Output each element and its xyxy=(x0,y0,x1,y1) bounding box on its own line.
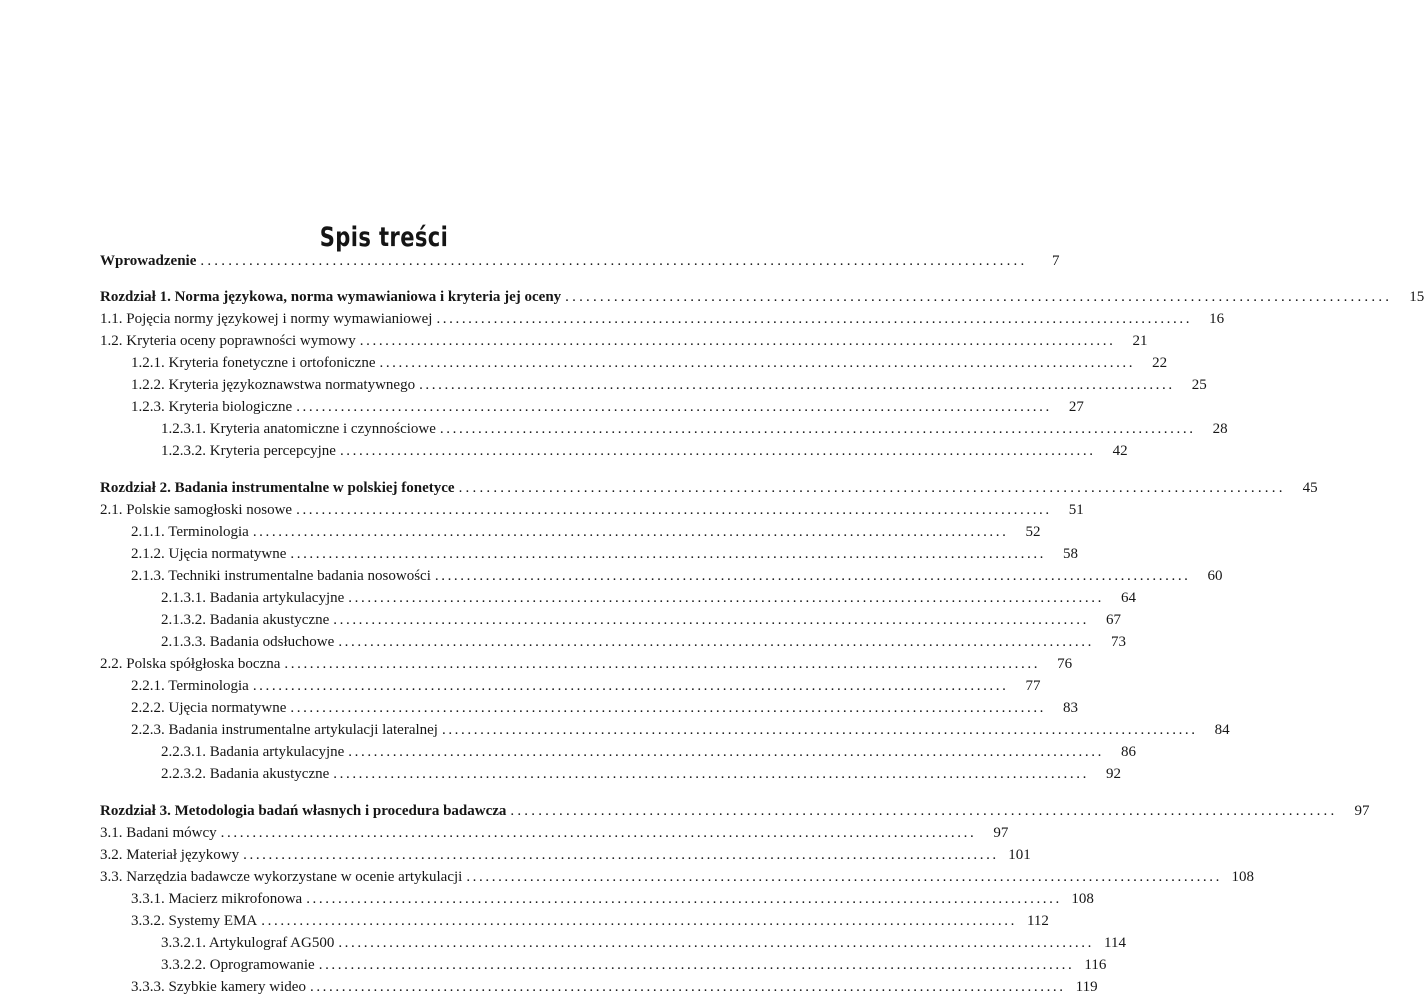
toc-page-number: 108 xyxy=(1231,869,1254,885)
toc-entry-title: Rozdział 1. Norma językowa, norma wymawianiowa i kryteria jej oceny xyxy=(100,289,562,305)
toc-page-number: 58 xyxy=(1063,546,1079,562)
dot-leader: ....................................................................................................................... xyxy=(261,913,1017,929)
toc-page-number: 84 xyxy=(1214,722,1230,738)
toc-entry xyxy=(100,609,1121,631)
toc-entry-title: 1.2.3. Kryteria biologiczne xyxy=(131,399,293,415)
toc-entry xyxy=(100,250,1060,272)
toc-entry-title: 3.3. Narzędzia badawcze wykorzystane w ocenie artykulacji xyxy=(100,869,463,885)
toc-entry xyxy=(100,631,1126,653)
dot-leader: ....................................................................................................................... xyxy=(359,333,1116,349)
toc-entry xyxy=(100,653,1073,675)
page-title: Spis treści xyxy=(319,222,449,253)
toc-entry xyxy=(100,741,1136,763)
toc-page-number: 119 xyxy=(1075,979,1098,995)
toc-entry-title: 3.3.3. Szybkie kamery wideo xyxy=(131,979,306,995)
toc-entry-title: 1.1. Pojęcia normy językowej i normy wymawianiowej xyxy=(100,311,433,327)
toc-page-number: 116 xyxy=(1084,957,1107,973)
toc-page-number: 76 xyxy=(1057,656,1073,672)
toc-entry-title: 2.2.3.2. Badania akustyczne xyxy=(161,766,330,782)
dot-leader: ....................................................................................................................... xyxy=(318,957,1075,973)
toc-entry-title: 3.3.2.2. Oprogramowanie xyxy=(161,957,315,973)
toc-entry xyxy=(100,822,1009,844)
toc-entry xyxy=(100,374,1207,396)
toc-entry xyxy=(100,499,1084,521)
toc-page-number: 42 xyxy=(1112,443,1128,459)
dot-leader: ....................................................................................................................... xyxy=(333,612,1089,628)
toc-entry xyxy=(100,888,1094,910)
toc-page-number: 51 xyxy=(1068,502,1084,518)
toc-entry-title: 2.2.2. Ujęcia normatywne xyxy=(131,700,287,716)
dot-leader: ....................................................................................................................... xyxy=(439,421,1196,437)
toc-page-number: 86 xyxy=(1120,744,1136,760)
toc-page-number: 25 xyxy=(1191,377,1207,393)
toc-entry-title: Rozdział 2. Badania instrumentalne w polskiej fonetyce xyxy=(100,480,455,496)
dot-leader: ....................................................................................................................... xyxy=(306,891,1062,907)
toc-entry xyxy=(100,866,1254,888)
toc-entry-title: Wprowadzenie xyxy=(100,253,197,269)
toc-page-number: 16 xyxy=(1209,311,1225,327)
toc-entry xyxy=(100,587,1136,609)
toc-entry-title: 3.3.2. Systemy EMA xyxy=(131,913,258,929)
dot-leader: ....................................................................................................................... xyxy=(436,311,1193,327)
toc-entry xyxy=(100,976,1098,998)
toc-entry-title: 1.2.1. Kryteria fonetyczne i ortofoniczne xyxy=(131,355,376,371)
dot-leader: ....................................................................................................................... xyxy=(339,443,1096,459)
toc-entry-title: 2.1.2. Ujęcia normatywne xyxy=(131,546,287,562)
toc-entry xyxy=(100,521,1041,543)
dot-leader: ....................................................................................................................... xyxy=(510,803,1338,819)
toc-page-number: 114 xyxy=(1104,935,1126,951)
toc-page-number: 83 xyxy=(1063,700,1079,716)
toc-page-number: 7 xyxy=(1051,253,1060,269)
toc-entry xyxy=(100,675,1041,697)
dot-leader: ....................................................................................................................... xyxy=(441,722,1198,738)
toc-entry xyxy=(100,477,1318,499)
toc-entry xyxy=(100,308,1225,330)
toc-entry-title: 3.2. Materiał językowy xyxy=(100,847,240,863)
toc-page-number: 15 xyxy=(1409,289,1424,305)
toc-page-number: 112 xyxy=(1026,913,1049,929)
dot-leader: ....................................................................................................................... xyxy=(565,289,1393,305)
toc-page-number: 97 xyxy=(1354,803,1370,819)
dot-leader: ....................................................................................................................... xyxy=(309,979,1066,995)
dot-leader: ....................................................................................................................... xyxy=(338,935,1094,951)
toc-page-number: 45 xyxy=(1302,480,1318,496)
toc-entry xyxy=(100,396,1084,418)
toc-entry-title: 2.1.1. Terminologia xyxy=(131,524,249,540)
toc-entry xyxy=(100,932,1126,954)
toc-entry-title: 2.2.3.1. Badania artykulacyjne xyxy=(161,744,345,760)
toc-page-number: 77 xyxy=(1025,678,1041,694)
toc-entry-title: 1.2.3.1. Kryteria anatomiczne i czynnościowe xyxy=(161,421,436,437)
dot-leader: ....................................................................................................................... xyxy=(434,568,1191,584)
dot-leader: ....................................................................................................................... xyxy=(296,502,1052,518)
dot-leader: ....................................................................................................................... xyxy=(220,825,977,841)
toc-page-number: 64 xyxy=(1120,590,1136,606)
toc-entry-title: 3.3.1. Macierz mikrofonowa xyxy=(131,891,303,907)
toc-entry xyxy=(100,844,1031,866)
toc-entry-title: 3.3.2.1. Artykulograf AG500 xyxy=(161,935,335,951)
toc-entry xyxy=(100,697,1079,719)
toc-page-number: 97 xyxy=(993,825,1009,841)
toc-page-number: 60 xyxy=(1207,568,1223,584)
toc-entry xyxy=(100,565,1223,587)
toc-entry-title: Rozdział 3. Metodologia badań własnych i procedura badawcza xyxy=(100,803,507,819)
dot-leader: ....................................................................................................................... xyxy=(338,634,1094,650)
toc-page-number: 22 xyxy=(1152,355,1168,371)
dot-leader: ....................................................................................................................... xyxy=(458,480,1286,496)
toc-entry xyxy=(100,543,1079,565)
dot-leader: ....................................................................................................................... xyxy=(419,377,1175,393)
toc-entry-title: 2.2.3. Badania instrumentalne artykulacji lateralnej xyxy=(131,722,438,738)
dot-leader: ....................................................................................................................... xyxy=(466,869,1222,885)
toc-entry-title: 2.2. Polska spółgłoska boczna xyxy=(100,656,281,672)
toc-page-number: 92 xyxy=(1105,766,1121,782)
toc-entry-title: 2.1.3.1. Badania artykulacyjne xyxy=(161,590,345,606)
toc-entry xyxy=(100,286,1424,308)
toc-page-number: 21 xyxy=(1132,333,1148,349)
toc-entry-title: 1.2.2. Kryteria językoznawstwa normatywnego xyxy=(131,377,416,393)
toc-entry-title: 2.1.3.2. Badania akustyczne xyxy=(161,612,330,628)
toc-entry xyxy=(100,352,1168,374)
dot-leader: ....................................................................................................................... xyxy=(333,766,1089,782)
dot-leader: ....................................................................................................................... xyxy=(348,744,1104,760)
toc-entry xyxy=(100,954,1107,976)
toc-page-number: 52 xyxy=(1025,524,1041,540)
toc-entry xyxy=(100,719,1230,741)
dot-leader: ....................................................................................................................... xyxy=(252,678,1009,694)
dot-leader: ....................................................................................................................... xyxy=(284,656,1041,672)
dot-leader: ....................................................................................................................... xyxy=(379,355,1136,371)
toc-page-number: 27 xyxy=(1068,399,1084,415)
toc-entry xyxy=(100,800,1370,822)
toc-entry xyxy=(100,440,1128,462)
dot-leader: ....................................................................................................................... xyxy=(243,847,999,863)
toc-entry-title: 2.1.3. Techniki instrumentalne badania nosowości xyxy=(131,568,431,584)
dot-leader: ....................................................................................................................... xyxy=(252,524,1009,540)
toc-entry-title: 1.2.3.2. Kryteria percepcyjne xyxy=(161,443,336,459)
dot-leader: ....................................................................................................................... xyxy=(290,546,1047,562)
toc-page-number: 73 xyxy=(1110,634,1126,650)
toc-page-number: 101 xyxy=(1008,847,1031,863)
toc-entry-title: 3.1. Badani mówcy xyxy=(100,825,217,841)
toc-entry xyxy=(100,910,1049,932)
toc-entry xyxy=(100,330,1148,352)
dot-leader: ....................................................................................................................... xyxy=(348,590,1104,606)
dot-leader: ....................................................................................................................... xyxy=(200,253,1028,269)
toc-entry xyxy=(100,418,1228,440)
toc-entry-title: 2.1. Polskie samogłoski nosowe xyxy=(100,502,293,518)
toc-entry xyxy=(100,763,1121,785)
toc-entry-title: 1.2. Kryteria oceny poprawności wymowy xyxy=(100,333,356,349)
toc-entry-title: 2.2.1. Terminologia xyxy=(131,678,249,694)
dot-leader: ....................................................................................................................... xyxy=(290,700,1047,716)
toc-entry-title: 2.1.3.3. Badania odsłuchowe xyxy=(161,634,335,650)
toc-page-number: 28 xyxy=(1212,421,1228,437)
toc-page-number: 67 xyxy=(1105,612,1121,628)
toc-page-number: 108 xyxy=(1071,891,1094,907)
dot-leader: ....................................................................................................................... xyxy=(296,399,1052,415)
